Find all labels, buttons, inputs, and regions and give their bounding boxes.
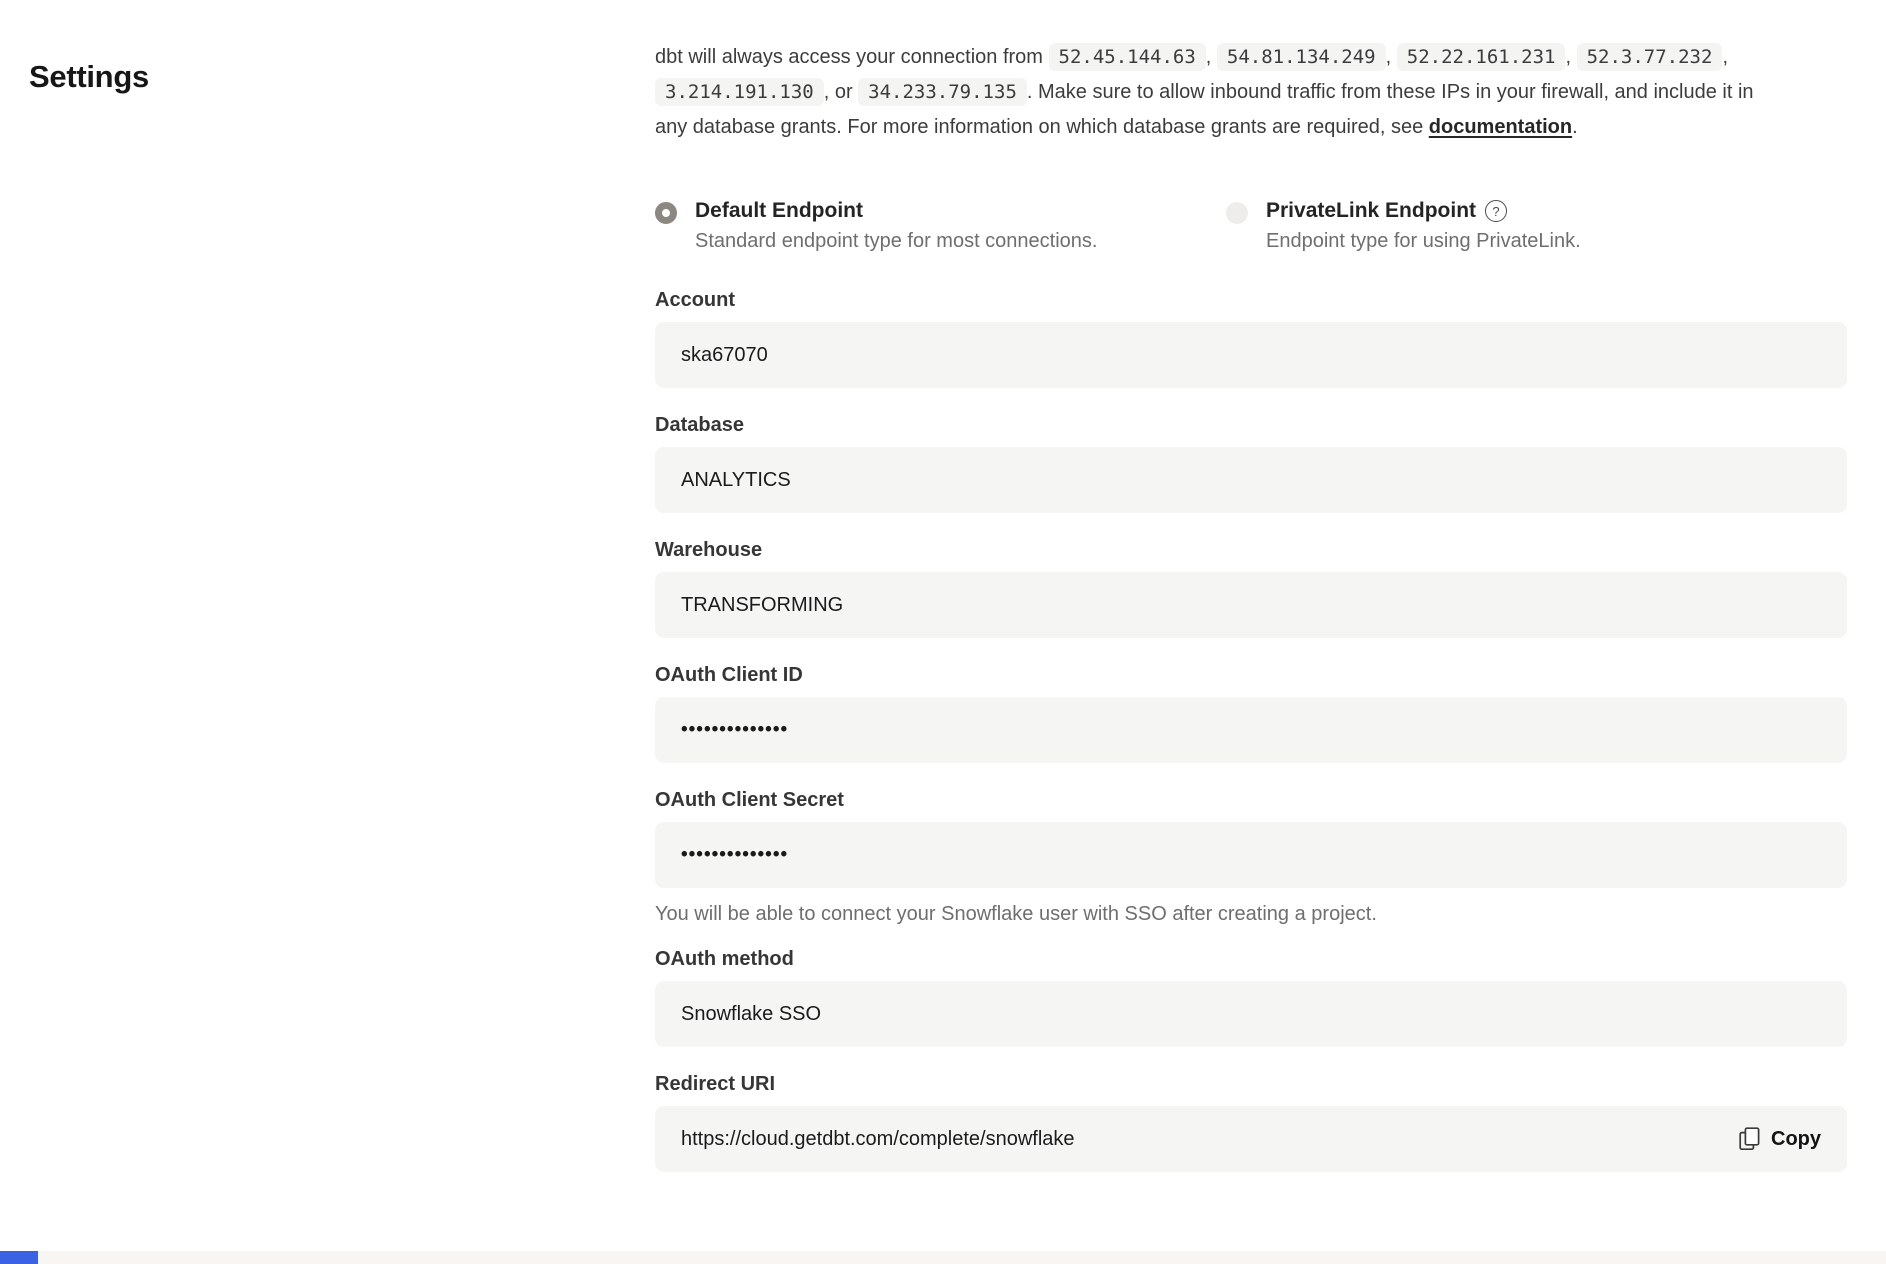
oauth-client-secret-input[interactable]: ••••••••••••••	[655, 822, 1847, 888]
redirect-uri-value: https://cloud.getdbt.com/complete/snowflake	[681, 1127, 1075, 1150]
progress-fill	[0, 1251, 38, 1264]
ip-chip: 54.81.134.249	[1217, 43, 1386, 71]
oauth-client-secret-label: OAuth Client Secret	[655, 789, 844, 811]
field-account	[655, 289, 1847, 388]
radio-option-privatelink-endpoint[interactable]	[1226, 199, 1581, 253]
connection-settings-panel	[655, 40, 1847, 1172]
account-input[interactable]: ska67070	[655, 322, 1847, 388]
intro-suffix: . Make sure to allow inbound traffic from these IPs in your firewall, and include it in any database grants. For more information on which database grants are required, see	[655, 81, 1754, 138]
radio-option-default-endpoint[interactable]	[655, 199, 1226, 253]
ip-list: 52.45.144.63 , 54.81.134.249 , 52.22.161.231 , 52.3.77.232 , 3.214.191.130 , or 34.233.79.135	[655, 43, 1728, 106]
database-label: Database	[655, 414, 744, 436]
oauth-method-select[interactable]: Snowflake SSO	[655, 981, 1847, 1047]
intro-after-link: .	[1572, 116, 1578, 138]
warehouse-input[interactable]: TRANSFORMING	[655, 572, 1847, 638]
field-oauth-client-secret	[655, 789, 1847, 926]
sso-helper-text: You will be able to connect your Snowflake user with SSO after creating a project.	[655, 903, 1377, 925]
radio-option-label: Default Endpoint	[695, 199, 863, 222]
warehouse-label: Warehouse	[655, 539, 763, 561]
ip-chip: 52.45.144.63	[1049, 43, 1206, 71]
field-database	[655, 414, 1847, 513]
ip-chip: 3.214.191.130	[655, 78, 824, 106]
help-icon[interactable]: ?	[1485, 200, 1507, 222]
radio-option-description: Endpoint type for using PrivateLink.	[1266, 230, 1581, 252]
redirect-uri-box	[655, 1106, 1847, 1172]
oauth-method-label: OAuth method	[655, 948, 794, 970]
radio-option-label: PrivateLink Endpoint	[1266, 199, 1477, 222]
field-oauth-method	[655, 948, 1847, 1047]
ip-chip: 52.22.161.231	[1397, 43, 1566, 71]
copy-button[interactable]	[1739, 1127, 1821, 1151]
connection-form	[655, 289, 1847, 1172]
copy-button-label: Copy	[1771, 1127, 1821, 1150]
field-redirect-uri	[655, 1073, 1847, 1172]
account-label: Account	[655, 289, 735, 311]
oauth-client-id-input[interactable]: ••••••••••••••	[655, 697, 1847, 763]
endpoint-type-radio-group	[655, 199, 1847, 253]
documentation-link[interactable]: documentation	[1428, 116, 1573, 138]
bottom-progress-bar	[0, 1251, 1886, 1264]
radio-option-description: Standard endpoint type for most connections.	[695, 230, 1098, 252]
ip-chip: 34.233.79.135	[858, 78, 1027, 106]
ip-chip: 52.3.77.232	[1577, 43, 1723, 71]
ip-allowlist-paragraph	[655, 40, 1783, 145]
radio-unselected-icon[interactable]	[1226, 202, 1248, 224]
oauth-client-id-label: OAuth Client ID	[655, 664, 803, 686]
page-title: Settings	[29, 58, 149, 94]
copy-icon	[1739, 1127, 1760, 1151]
redirect-uri-label: Redirect URI	[655, 1073, 776, 1095]
database-input[interactable]: ANALYTICS	[655, 447, 1847, 513]
field-oauth-client-id	[655, 664, 1847, 763]
intro-prefix: dbt will always access your connection from	[655, 46, 1049, 68]
field-warehouse	[655, 539, 1847, 638]
radio-selected-icon[interactable]	[655, 202, 677, 224]
